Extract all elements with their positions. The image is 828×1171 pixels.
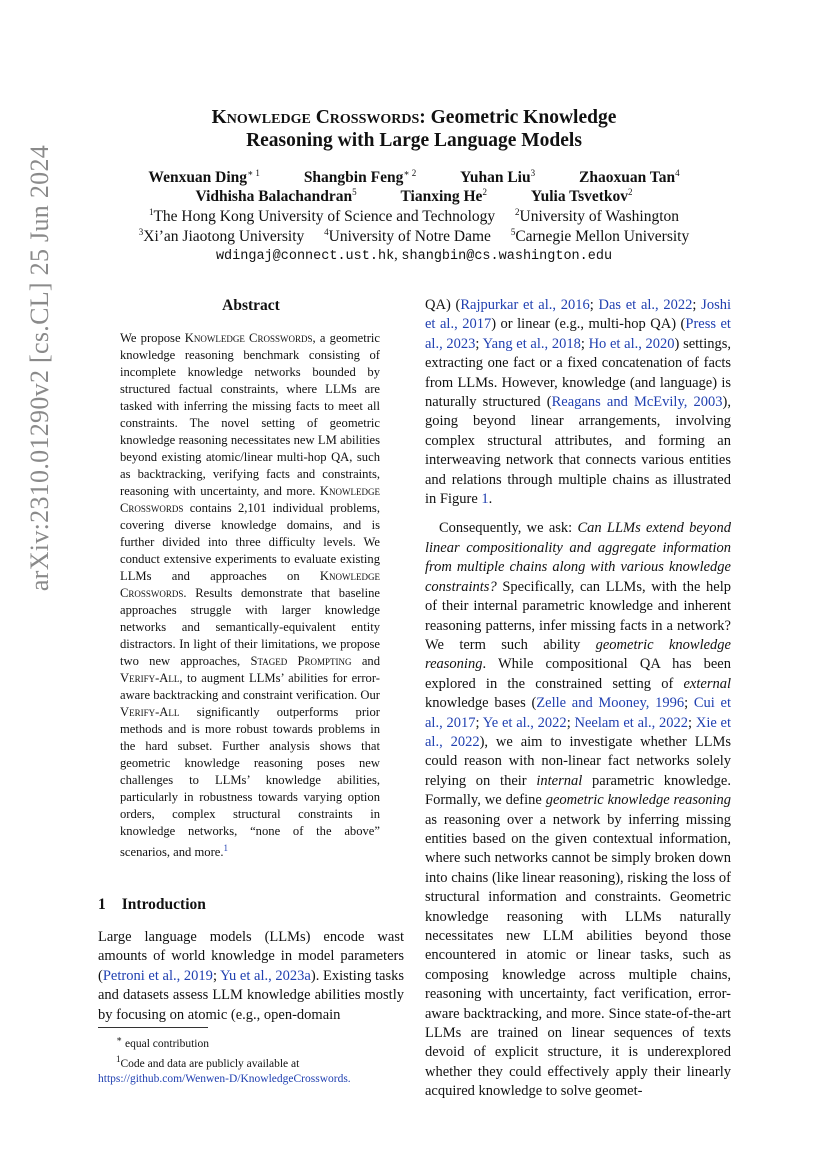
email-second[interactable]: shangbin@cs.washington.edu bbox=[401, 249, 613, 264]
citation-link[interactable]: Petroni et al., 2019 bbox=[102, 967, 213, 984]
title-line2: Reasoning with Large Language Models bbox=[246, 130, 582, 151]
footnotes bbox=[98, 1032, 404, 1087]
emails: wdingaj@connect.ust.hk, shangbin@cs.washington.edu bbox=[215, 247, 613, 264]
author: Wenxuan Ding$^{∗ 1}$ bbox=[148, 168, 260, 187]
affiliation: $^2$University of Washington bbox=[515, 207, 680, 226]
intro-paragraph-left: Large language models (LLMs) encode wast amounts of world knowledge in model parameters (Petroni et al., 2019; Yu et al., 2023a). Existing tasks and datasets assess LLM knowledge abilities mostly by focusing on atomic (e.g., open-domain bbox=[98, 929, 404, 1023]
affiliation: $^1$The Hong Kong University of Science and Technology bbox=[148, 207, 496, 226]
section-heading: 1 Introduction bbox=[98, 896, 206, 913]
citation-link[interactable]: Rajpurkar et al., 2016 bbox=[460, 297, 590, 313]
figure-link[interactable]: 1 bbox=[481, 491, 489, 508]
authors-row-2 bbox=[0, 187, 828, 206]
citation-link[interactable]: Ho et al., 2020 bbox=[588, 335, 675, 352]
citation-link[interactable]: Joshi et al., 2017 bbox=[425, 297, 731, 333]
footnote-ref[interactable]: 1 bbox=[223, 843, 229, 853]
intro-right-column bbox=[425, 296, 731, 1102]
title-smallcaps: Knowledge Crosswords bbox=[211, 107, 420, 128]
affiliation: $^5$Carnegie Mellon University bbox=[510, 227, 690, 246]
author: Yulia Tsvetkov$^2$ bbox=[530, 187, 633, 206]
author: Tianxing He$^2$ bbox=[400, 187, 487, 206]
author: Shangbin Feng$^{∗ 2}$ bbox=[303, 168, 417, 187]
abstract-body: We propose Knowledge Crosswords, a geometric knowledge reasoning benchmark consisting of incomplete knowledge networks bounded by structured factual constraints, where LLMs are tasked with inferring the missing facts to meet all constraints. The novel setting of geometric knowledge reasoning necessitates new LM abilities beyond existing atomic/linear multi-hop QA, such as backtracking, verifying facts and constraints, reasoning with uncertainty, and more. Knowledge Crosswords contains 2,101 individual problems, covering diverse knowledge domains, and is further divided into three difficulty levels. We conduct extensive experiments to evaluate existing LLMs and approaches on Knowledge Crosswords. Results demonstrate that baseline approaches struggle with larger knowledge networks and semantically-equivalent entity distractors. In light of their limitations, we propose two new approaches, Staged Prompting and Verify-All, to augment LLMs’ abilities for error-aware backtracking and constraint verification. Our Verify-All significantly outperforms prior methods and is more robust towards problems in the hard subset. Further analysis shows that geometric knowledge reasoning poses new challenges to LLMs’ knowledge abilities, particularly in robustness towards varying option orders, complex structural constraints in knowledge networks, “none of the above” scenarios, and more.$^1$ bbox=[120, 331, 381, 860]
citation-link[interactable]: Cui et al., 2017 bbox=[425, 695, 732, 731]
citation-link[interactable]: Xie et al., 2022 bbox=[425, 714, 732, 750]
citation-link[interactable]: Ye et al., 2022 bbox=[482, 714, 567, 731]
repository-link[interactable]: https://github.com/Wenwen-D/KnowledgeCrosswords. bbox=[98, 1072, 351, 1085]
affiliations-row-2 bbox=[0, 227, 828, 246]
citation-link[interactable]: Yang et al., 2018 bbox=[482, 335, 581, 352]
email-first[interactable]: wdingaj@connect.ust.hk bbox=[215, 249, 395, 264]
citation-link[interactable]: Das et al., 2022 bbox=[598, 297, 693, 313]
authors-row-1 bbox=[0, 168, 828, 187]
citation-link[interactable]: Press et al., 2023 bbox=[425, 316, 731, 352]
citation-link[interactable]: Yu et al., 2023a bbox=[220, 967, 311, 984]
footnote-equal: ∗ equal contribution bbox=[116, 1034, 209, 1050]
affiliation: $^4$University of Notre Dame bbox=[324, 227, 491, 246]
footnote-code: $^1$Code and data are publicly available at bbox=[116, 1053, 300, 1070]
arxiv-side-stamp: arXiv:2310.01290v2 [cs.CL] 25 Jun 2024 bbox=[25, 144, 54, 592]
author: Vidhisha Balachandran$^5$ bbox=[195, 187, 357, 206]
citation-link[interactable]: Zelle and Mooney, 1996 bbox=[536, 695, 685, 712]
footnote-code-url bbox=[98, 1072, 404, 1087]
affiliation: $^3$Xi’an Jiaotong University bbox=[138, 227, 305, 246]
citation-link[interactable]: Neelam et al., 2022 bbox=[574, 714, 689, 731]
paper-title bbox=[0, 106, 828, 152]
affiliations-row-1 bbox=[0, 207, 828, 226]
author: Zhaoxuan Tan$^4$ bbox=[578, 168, 680, 187]
citation-link[interactable]: Reagans and McEvily, 2003 bbox=[551, 394, 723, 411]
author: Yuhan Liu$^3$ bbox=[460, 168, 536, 187]
title-rest-line1: : Geometric Knowledge bbox=[419, 107, 617, 128]
abstract-heading: Abstract bbox=[222, 297, 280, 314]
intro-paragraph: QA) (Rajpurkar et al., 2016; Das et al., 2022; Joshi et al., 2017) or linear (e.g., multi-hop QA) (Press et al., 2023; Yang et al., 2018; Ho et al., 2020) settings, extracting one fact or a fixed concatenation of facts from LLMs. However, knowledge (and language) is naturally structured (Reagans and McEvily, 2003), going beyond linear arrangements, involving complex structural attributes, and forming an interweaving network that connects various entities and relations through multiple chains as illustrated in Figure 1. bbox=[425, 297, 732, 508]
intro-paragraph: Consequently, we ask: Can LLMs extend beyond linear compositionality and aggregate information from multiple chains along with various knowledge constraints? Specifically, can LLMs, with the help of their internal parametric knowledge and inherent reasoning patterns, infer missing facts in a network? We term such ability geometric knowledge reasoning. While compositional QA has been explored in the constrained setting of external knowledge bases (Zelle and Mooney, 1996; Cui et al., 2017; Ye et al., 2022; Neelam et al., 2022; Xie et al., 2022), we aim to investigate whether LLMs could reason with non-linear fact networks solely relying on their internal parametric knowledge. Formally, we define geometric knowledge reasoning as reasoning over a network by inferring missing entities based on the given contextual information, where such networks cannot be simply broken down into chains (like linear reasoning), risking the loss of structural information and constraints. Geometric knowledge reasoning with LLMs naturally necessitates new LLM abilities beyond those encountered in atomic or linear tasks, such as composing knowledge across multiple chains, reasoning with uncertainty, fact verification, error-aware backtracking, and more. Since state-of-the-art LLMs are trained on linear sequences of texts devoid of explicit structure, it is underexplored whether they could effectively apply their linearly acquired knowledge to solve geomet- bbox=[425, 520, 732, 1100]
footnote-rule bbox=[98, 1027, 208, 1028]
